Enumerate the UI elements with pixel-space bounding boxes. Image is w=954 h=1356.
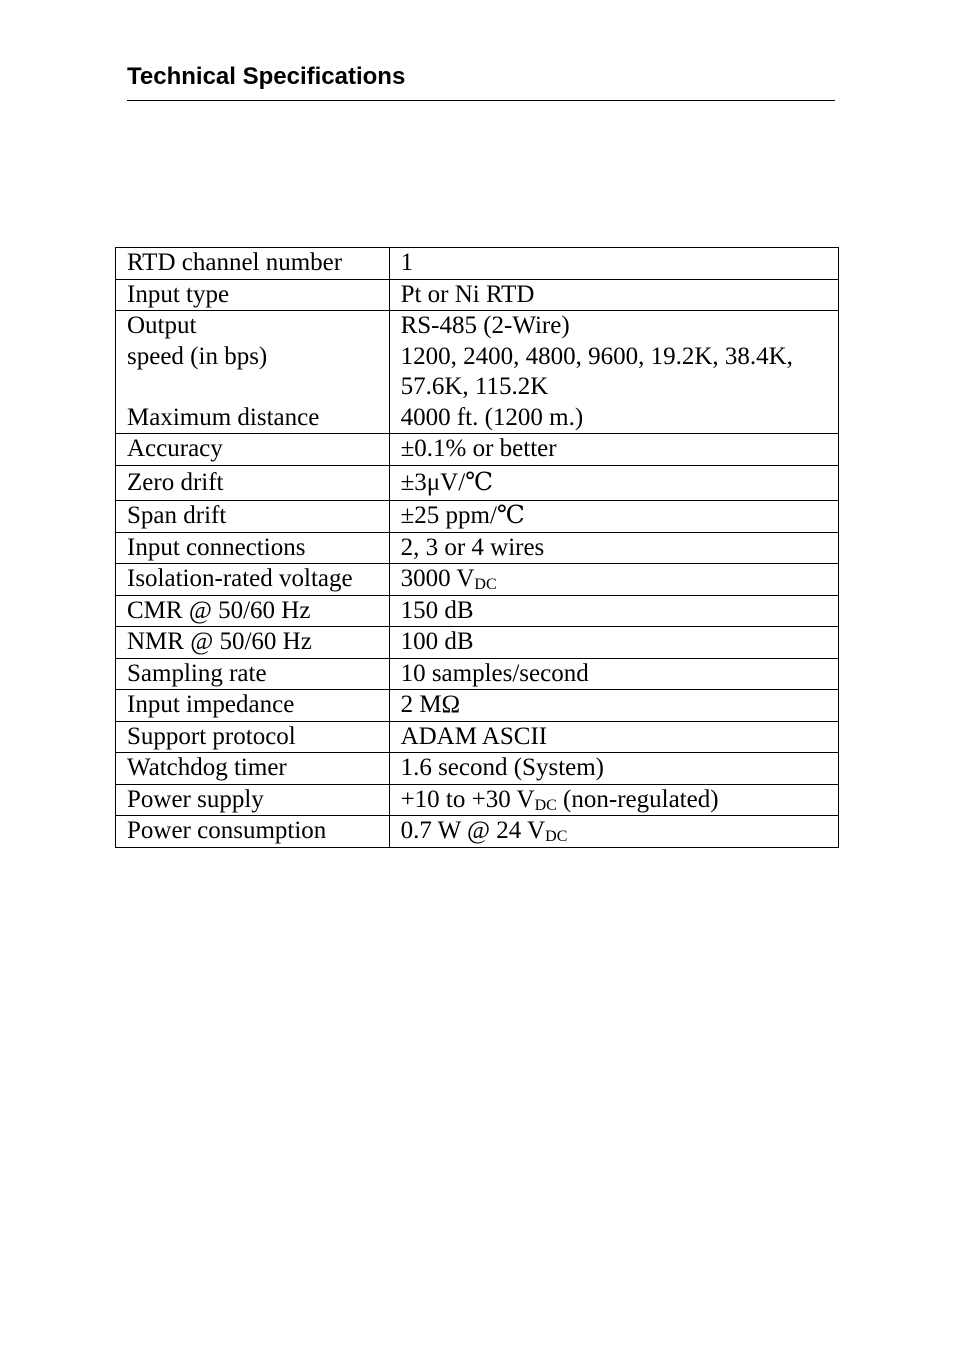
- spec-value: 100 dB: [389, 627, 838, 659]
- table-row: [116, 465, 839, 501]
- spec-value: ±3μV/℃: [389, 465, 838, 501]
- spec-value-main: 0.7 W @ 24 V: [400, 817, 546, 844]
- spec-value: ADAM ASCII: [389, 721, 838, 753]
- spec-value: ±25 ppm/℃: [389, 501, 838, 533]
- table-row: [116, 595, 839, 627]
- spec-value-suffix: (non-regulated): [556, 785, 719, 813]
- spec-label: Input connections: [116, 532, 390, 564]
- table-row: [116, 279, 839, 311]
- spec-label: Accuracy: [116, 434, 390, 466]
- spec-label: Sampling rate: [116, 658, 390, 690]
- table-row: [116, 248, 839, 280]
- spec-label: NMR @ 50/60 Hz: [116, 627, 390, 659]
- spec-value-main: +10 to +30 V: [400, 785, 535, 813]
- spec-label: Isolation-rated voltage: [116, 564, 390, 596]
- spec-value: 2 MΩ: [389, 690, 838, 722]
- spec-value: 10 samples/second: [389, 658, 838, 690]
- spec-value-output: RS-485 (2-Wire): [400, 312, 570, 339]
- spec-label: Support protocol: [116, 721, 390, 753]
- table-row: [116, 501, 839, 533]
- spec-label-distance: Maximum distance: [127, 403, 320, 431]
- table-row: [116, 627, 839, 659]
- table-row: [116, 721, 839, 753]
- spec-label-speed: speed (in bps): [127, 342, 268, 370]
- table-row: [116, 658, 839, 690]
- spec-label: Input type: [116, 279, 390, 311]
- spec-label: RTD channel number: [116, 248, 390, 280]
- spec-value-speed: 57.6K, 115.2K: [400, 373, 549, 400]
- spec-value: 1: [389, 248, 838, 280]
- table-row: [116, 816, 839, 848]
- spec-label-output: Output: [127, 312, 197, 339]
- heading-divider: [127, 100, 835, 101]
- spec-value: Pt or Ni RTD: [389, 279, 838, 311]
- table-row: [116, 311, 839, 434]
- spec-value: 1.6 second (System): [389, 753, 838, 785]
- spec-value-subscript: DC: [534, 796, 557, 814]
- specifications-table: [115, 247, 839, 848]
- spec-label: Power supply: [116, 784, 390, 816]
- spec-label: [116, 311, 390, 434]
- table-row: [116, 690, 839, 722]
- spec-value-subscript: DC: [474, 576, 497, 593]
- spec-value-subscript: DC: [545, 828, 568, 845]
- spec-value-main: 3000 V: [400, 565, 475, 592]
- table-row: [116, 564, 839, 596]
- spec-label: Power consumption: [116, 816, 390, 848]
- page-title: Technical Specifications: [127, 63, 406, 90]
- table-row: [116, 784, 839, 816]
- spacer: [127, 372, 379, 403]
- spec-label: Watchdog timer: [116, 753, 390, 785]
- table-row: [116, 532, 839, 564]
- spec-label: Zero drift: [116, 465, 390, 501]
- spec-value: ±0.1% or better: [389, 434, 838, 466]
- spec-value: [389, 784, 838, 816]
- spec-label: Input impedance: [116, 690, 390, 722]
- spec-value: 150 dB: [389, 595, 838, 627]
- spec-value: [389, 564, 838, 596]
- spec-value-distance: 4000 ft. (1200 m.): [400, 403, 584, 431]
- spec-value: [389, 816, 838, 848]
- table-row: [116, 434, 839, 466]
- table-row: [116, 753, 839, 785]
- spec-label: Span drift: [116, 501, 390, 533]
- spec-value: 2, 3 or 4 wires: [389, 532, 838, 564]
- spec-value: [389, 311, 838, 434]
- spec-label: CMR @ 50/60 Hz: [116, 595, 390, 627]
- spec-value-speed: 1200, 2400, 4800, 9600, 19.2K, 38.4K,: [400, 342, 793, 370]
